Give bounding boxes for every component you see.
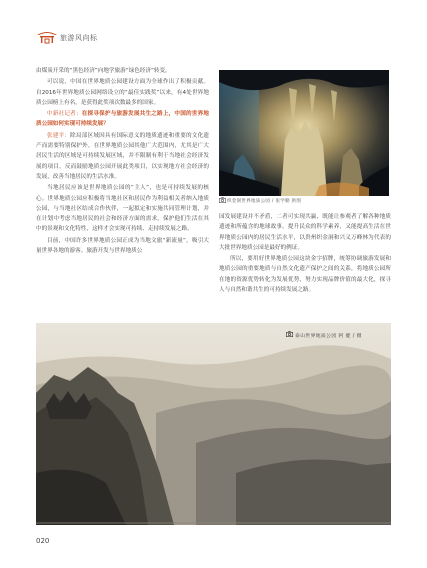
interview-question [36,109,209,130]
camera-icon [219,197,226,203]
paragraph: 可以说，中国在世界地质公园建设方面为全球作出了积极贡献。自2016年世界地质公园网络设立的“最佳实践奖”以来，有4处世界地质公园榜上有名，是获得此奖项次数最多的国家。 [36,79,209,106]
question-speaker: 中新社记者： [47,111,82,118]
mountain-photo [36,323,391,525]
left-text-column [36,66,209,257]
paragraph: 由煤炭开采的“黑色经济”向地学旅游“绿色经济”转变。 [36,68,171,74]
pavilion-roof-icon [36,30,58,44]
paragraph: 目前，中国许多世界地质公园正成为当地文旅“新流量”，吸引大量世界各地的游客。旅游开发与世界地质公 [36,237,209,255]
mountain-photo-caption: 泰山世界地质公园 阿 健 / 摄 [295,334,362,339]
camera-icon [286,331,293,337]
interview-answer [36,131,209,182]
question-text: 在探寻保护与旅游发展共生之路上，中国的世界地质公园如何实现可持续发展？ [36,111,209,128]
cave-photo-caption: 织金洞世界地质公园 / 张学勤 供图 [227,199,302,204]
cave-photo [219,70,389,196]
right-text-column [219,212,391,296]
paragraph: 所以，要用好世界地质公园这块金字招牌，统筹协调旅游发展和地质公园的重要地质与自然文化遗产保护之间的关系，将地质公园所在地的资源优势转化为发展优势，努力实现品牌价值的最大化，探寻人与自然和谐共生的可持续发展之路。 [219,256,391,294]
page-number: 020 [36,537,50,545]
answer-speaker: 张建平： [47,132,71,139]
paragraph: 当地居民应该是世界地质公园的“主人”，也是可持续发展的核心。世界地质公园应积极将当地社区和居民作为利益相关者纳入地质公园，与当地社区结成合作伙伴，一起拟定和实施共同管理计划，并在计划中考虑当地居民的社会和经济方面的需求，保护他们生活在其中的景观和文化特性，这样才会实现可持续、走持续发展之路。 [36,185,209,233]
section-title: 旅游风向标 [60,34,98,42]
answer-text: 除局部区域因具有国际意义的地质遗迹和重要的文化遗产而需要特别保护外，在世界地质公园其他广大范围内，尤其是广大居民生活的区域是可持续发展区域，并不限制有利于当地社会经济发展的项目，反而鼓励地质公园开展此类项目，以实现地方社会经济的发展，改善当地居民的生活水准。 [36,132,209,180]
paragraph: 园发展建设并不矛盾，二者可实现共赢，既能让参观者了解各种地质遗迹和所蕴含的地球故事，提升民众的科学素养，又能提高生活在世界地质公园内的居民生活水平，以贵州织金洞和兴义万峰林为代表的大批世界地质公园是最好的例证。 [219,214,391,251]
